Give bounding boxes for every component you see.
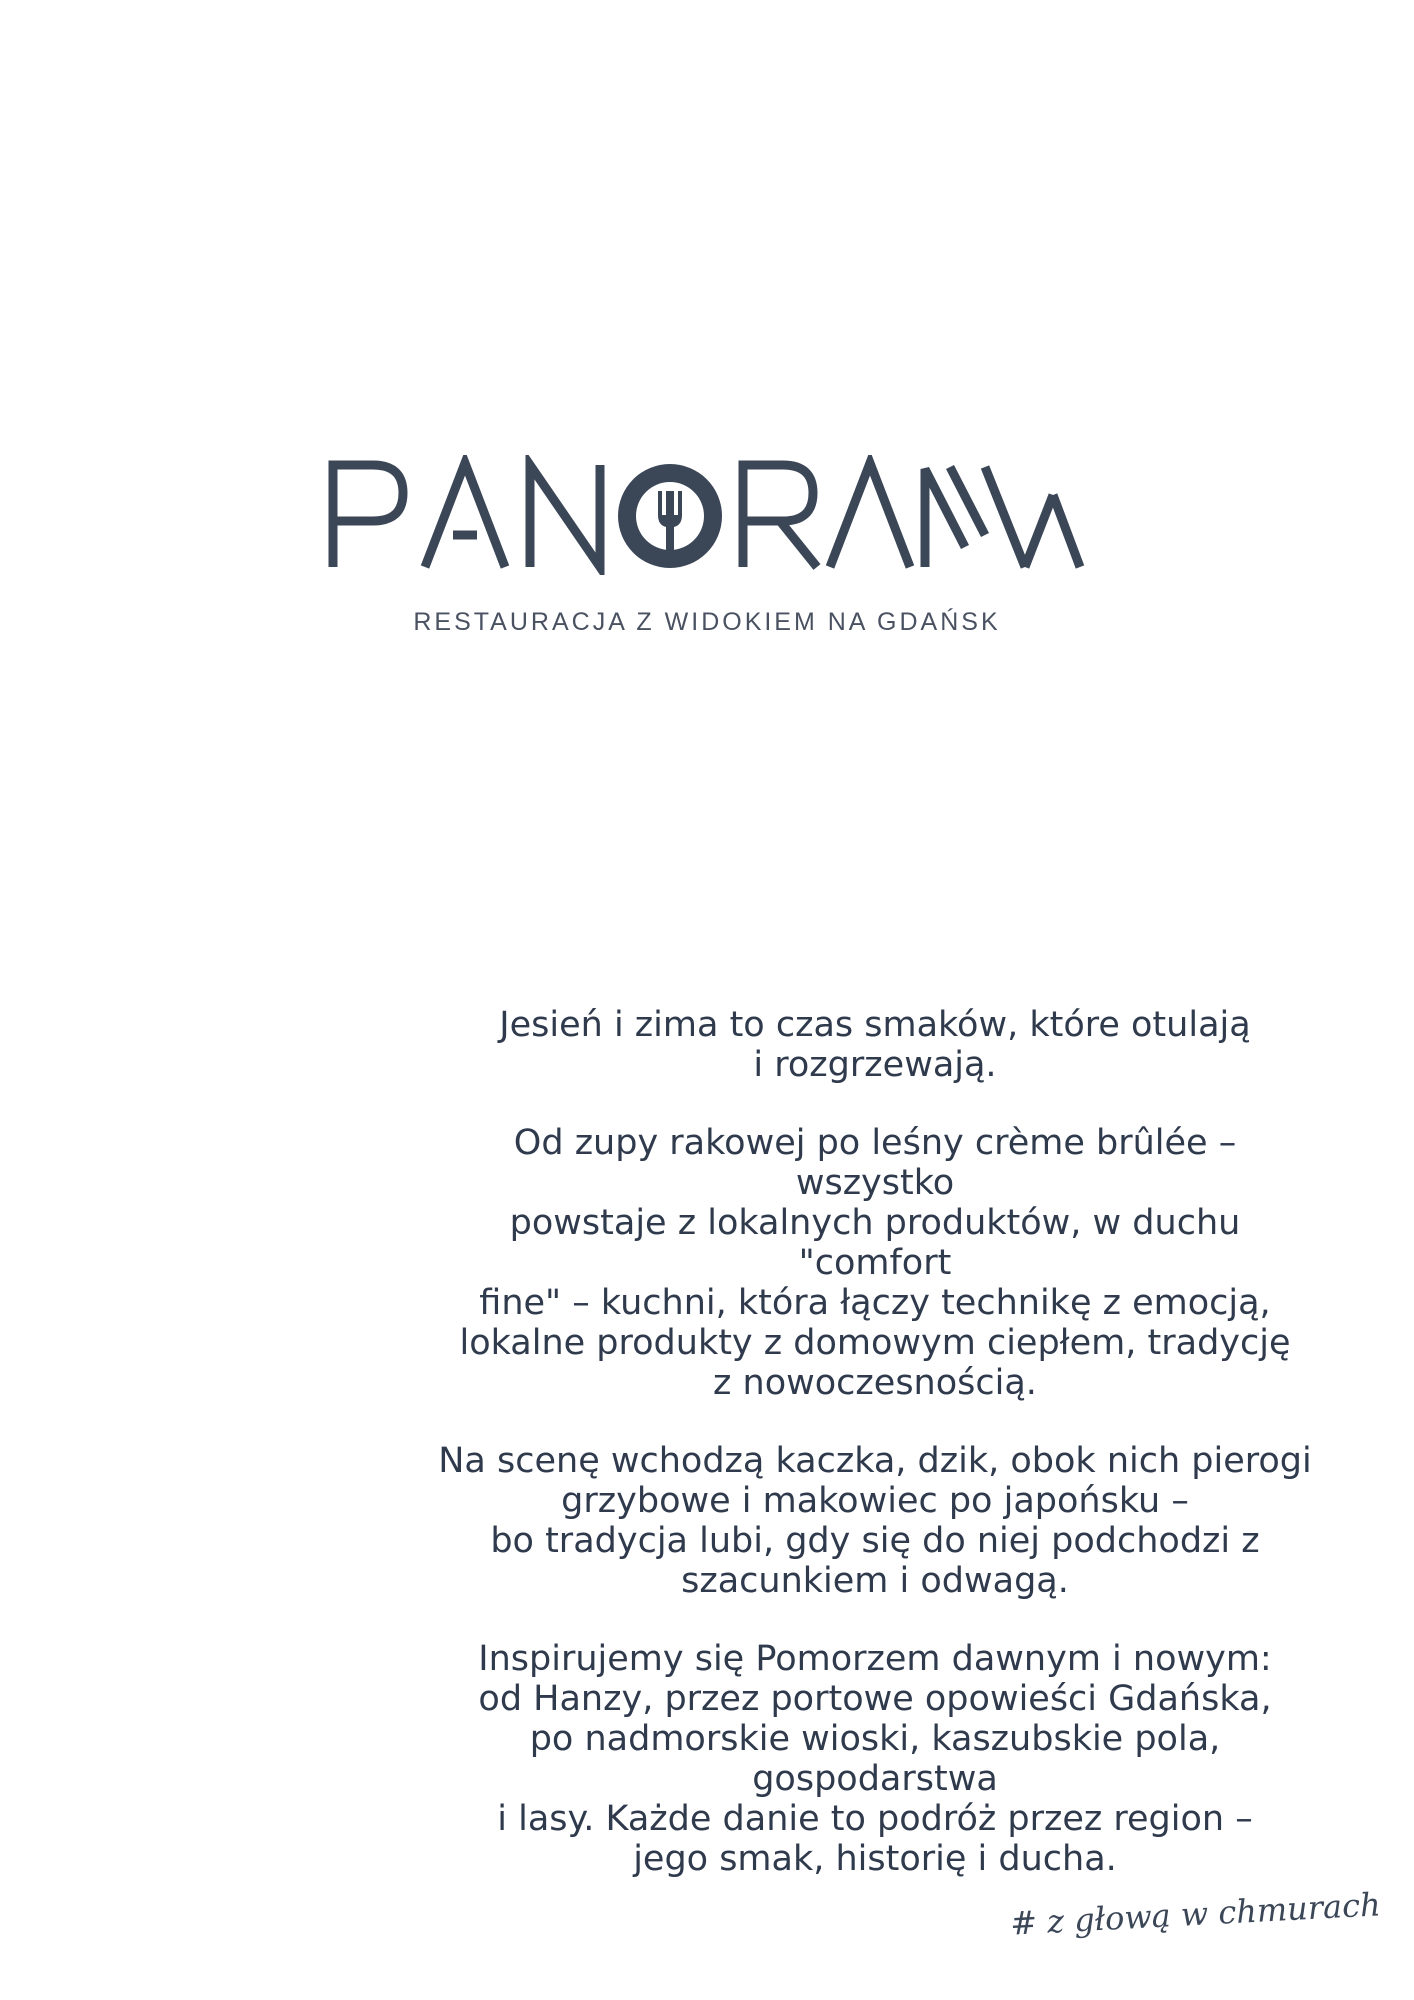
text-line: Od zupy rakowej po leśny crème brûlée – wszystko — [513, 1123, 1237, 1203]
intro-text — [430, 1005, 1320, 1917]
text-line: szacunkiem i odwagą. — [681, 1561, 1069, 1601]
text-line: powstaje z lokalnych produktów, w duchu "comfort — [509, 1203, 1241, 1283]
tagline: RESTAURACJA Z WIDOKIEM NA GDAŃSK — [413, 608, 1001, 636]
panorama-logo — [325, 455, 1085, 575]
text-line: po nadmorskie wioski, kaszubskie pola, — [529, 1719, 1221, 1759]
text-line: jego smak, historię i ducha. — [633, 1839, 1117, 1879]
text-line: Na scenę wchodzą kaczka, dzik, obok nich pierogi — [438, 1441, 1312, 1481]
text-line: od Hanzy, przez portowe opowieści Gdańska, — [478, 1679, 1272, 1719]
text-line: bo tradycja lubi, gdy się do niej podchodzi z — [490, 1521, 1260, 1561]
hashtag: # z głową w chmurach — [1009, 1885, 1382, 1943]
text-line: gospodarstwa — [752, 1759, 998, 1799]
text-line: lokalne produkty z domowym ciepłem, tradycję — [459, 1323, 1291, 1363]
text-line: z nowoczesnością. — [713, 1363, 1037, 1403]
text-line: Jesień i zima to czas smaków, które otulają — [499, 1005, 1251, 1045]
paragraph-2 — [430, 1123, 1320, 1403]
text-line: i rozgrzewają. — [753, 1045, 997, 1085]
text-line: i lasy. Każde danie to podróż przez region – — [497, 1799, 1253, 1839]
text-line: grzybowe i makowiec po japońsku – — [561, 1481, 1189, 1521]
paragraph-4 — [430, 1639, 1320, 1879]
fork-icon — [618, 464, 722, 568]
text-line: fine" – kuchni, która łączy technikę z emocją, — [479, 1283, 1271, 1323]
text-line: Inspirujemy się Pomorzem dawnym i nowym: — [478, 1639, 1272, 1679]
paragraph-1 — [430, 1005, 1320, 1085]
paragraph-3 — [430, 1441, 1320, 1601]
